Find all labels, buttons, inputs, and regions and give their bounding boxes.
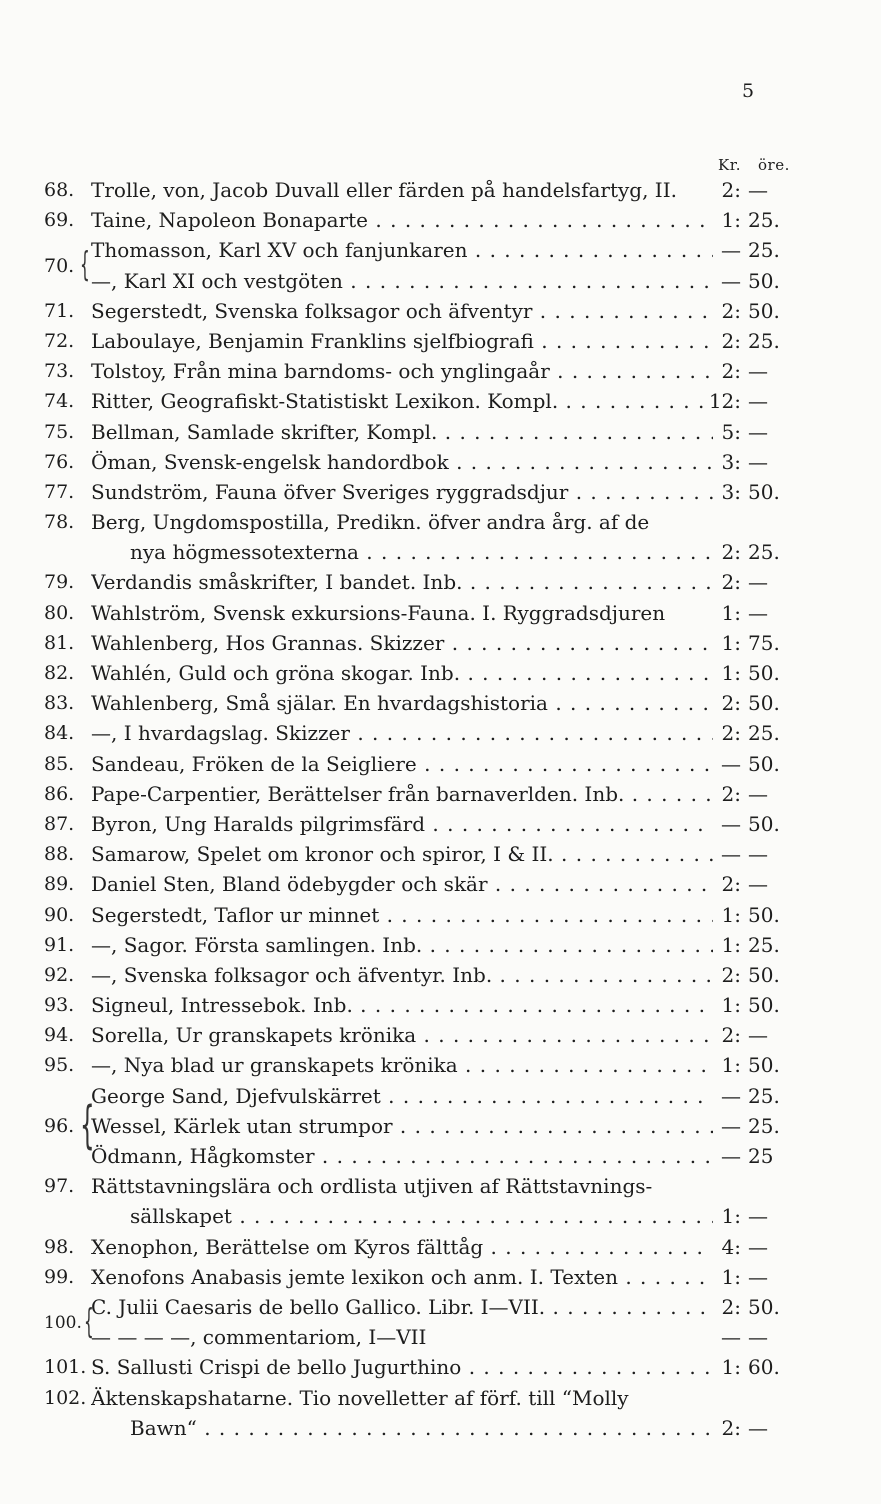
catalog-entry — [0, 477, 881, 507]
price-kronor: 1: — [721, 902, 741, 927]
entry-number: 69. — [44, 209, 75, 232]
price-kronor: — — [721, 751, 741, 776]
price-kronor: 1: — [721, 1053, 741, 1078]
entry-title: —, Karl XI och vestgöten . . . — [91, 266, 713, 296]
price-ore: 50. — [748, 751, 780, 776]
entry-title: —, I hvardagslag. Skizzer . . . — [91, 718, 713, 748]
catalog-entry — [0, 567, 881, 597]
catalog-entry — [0, 718, 881, 748]
price-ore: 25. — [748, 238, 780, 263]
price-kronor: 2: — [721, 691, 741, 716]
price-kronor: 2: — [721, 328, 741, 353]
entry-number: 83. — [44, 692, 75, 715]
entry-title: Wahlenberg, Små själar. En hvardagshistoria . . . — [91, 688, 713, 718]
entry-number: 68. — [44, 179, 75, 201]
price-kronor: — — [721, 811, 741, 836]
entry-number: 90. — [44, 903, 75, 926]
price-kronor: 1: — [721, 600, 741, 625]
catalog-entry — [0, 1232, 881, 1262]
entry-number: 98. — [44, 1235, 75, 1258]
price-ore: 50. — [748, 993, 780, 1018]
catalog-entry — [0, 658, 881, 688]
price-kronor: 2: — [721, 540, 741, 565]
catalog-entry — [0, 326, 881, 356]
price-kronor: 2: — [721, 781, 741, 806]
price-ore: 25. — [748, 721, 780, 746]
price-ore: — — [748, 419, 768, 444]
group-entry-number: 96. — [44, 1115, 75, 1138]
price-ore: 60. — [748, 1355, 780, 1380]
group-entry-number: 100. — [44, 1312, 82, 1333]
page-number: 5 — [742, 80, 755, 102]
entry-title: —, Nya blad ur granskapets krönika . . . — [91, 1050, 713, 1080]
price-ore: 75. — [748, 630, 780, 655]
entry-title: Wahlström, Svensk exkursions-Fauna. I. Ryggradsdjuren — [91, 600, 666, 625]
entry-title: Verdandis småskrifter, I bandet. Inb. . . . — [91, 567, 713, 597]
entry-number: 80. — [44, 601, 75, 624]
price-ore: 25. — [748, 1083, 780, 1108]
entry-title: Daniel Sten, Bland ödebygder och skär . . . — [91, 869, 713, 899]
entry-title: Byron, Ung Haralds pilgrimsfärd . . . — [91, 809, 713, 839]
entry-title: Signeul, Intressebok. Inb. . . . — [91, 990, 713, 1020]
entry-number: 85. — [44, 752, 75, 775]
entry-title: sällskapet . . . — [130, 1201, 713, 1231]
catalog-entry — [0, 1322, 881, 1352]
price-kronor: 3: — [721, 449, 741, 474]
catalog-entry — [0, 1201, 881, 1231]
catalog-entry — [0, 1081, 881, 1111]
price-ore: — — [748, 449, 768, 474]
entry-title: — — — —, commentariom, I—VII — [91, 1325, 427, 1350]
catalog-entry — [0, 1292, 881, 1322]
price-ore: — — [748, 1204, 768, 1229]
price-ore: 50. — [748, 1294, 780, 1319]
entry-title: George Sand, Djefvulskärret . . . — [91, 1081, 713, 1111]
entry-title: Bawn“ . . . — [130, 1413, 713, 1443]
entry-number: 93. — [44, 994, 75, 1017]
catalog-entry — [0, 869, 881, 899]
entry-number: 92. — [44, 963, 75, 986]
price-ore: 50. — [748, 902, 780, 927]
price-ore: — — [748, 178, 768, 202]
entry-number: 87. — [44, 812, 75, 835]
entry-number: 72. — [44, 329, 75, 352]
entry-number: 86. — [44, 782, 75, 805]
group-entry-number: 70. — [44, 254, 75, 277]
catalog-entry — [0, 175, 881, 205]
price-ore: 25. — [748, 1113, 780, 1138]
price-ore: — — [748, 1415, 768, 1440]
price-kronor: 4: — [721, 1234, 741, 1259]
entry-title: Laboulaye, Benjamin Franklins sjelfbiografi . . . — [91, 326, 713, 356]
price-ore: — — [748, 1325, 768, 1350]
catalog-entry — [0, 1141, 881, 1171]
catalog-entry — [0, 1171, 881, 1201]
entry-title: Pape-Carpentier, Berättelser från barnaverlden. Inb. . . . — [91, 779, 713, 809]
catalog-entry — [0, 839, 881, 869]
price-ore: 50. — [748, 1053, 780, 1078]
entry-title: Rättstavningslära och ordlista utjiven af Rättstavnings- — [91, 1174, 653, 1199]
price-kronor: 2: — [721, 1415, 741, 1440]
entry-title: Wahlén, Guld och gröna skogar. Inb. . . . — [91, 658, 713, 688]
price-ore: 50. — [748, 661, 780, 685]
entry-number: 71. — [44, 299, 75, 322]
entry-number: 79. — [44, 571, 75, 594]
entry-number: 73. — [44, 360, 75, 383]
catalog-entry — [0, 1050, 881, 1080]
entry-title: —, Sagor. Första samlingen. Inb. . . . — [91, 930, 713, 960]
entry-number: 91. — [44, 933, 75, 956]
column-header-kronor: Kr. — [718, 156, 741, 174]
entry-number: 74. — [44, 390, 75, 413]
price-kronor: 2: — [721, 359, 741, 384]
entry-title: Samarow, Spelet om kronor och spiror, I & II. . . . — [91, 839, 713, 869]
price-ore: — — [748, 389, 768, 414]
entry-title: —, Svenska folksagor och äfventyr. Inb. . . . — [91, 960, 713, 990]
entry-number: 77. — [44, 480, 75, 503]
catalog-entry — [0, 447, 881, 477]
catalog-entry — [0, 1020, 881, 1050]
entry-title: Äktenskapshatarne. Tio novelletter af förf. till “Molly — [91, 1385, 629, 1410]
entry-title: Xenofons Anabasis jemte lexikon och anm. I. Texten . . . — [91, 1262, 713, 1292]
price-kronor: 2: — [721, 1023, 741, 1048]
price-kronor: 12: — [708, 389, 741, 414]
entry-title: Sundström, Fauna öfver Sveriges ryggradsdjur . . . — [91, 477, 713, 507]
price-kronor: 1: — [721, 208, 741, 233]
catalog-entry — [0, 749, 881, 779]
catalog-entry — [0, 990, 881, 1020]
entry-title: nya högmessotexterna . . . — [130, 537, 713, 567]
catalog-entry — [0, 628, 881, 658]
price-kronor: 2: — [721, 962, 741, 987]
price-ore: 25 — [748, 1144, 774, 1168]
price-ore: 50. — [748, 811, 780, 836]
price-kronor: 1: — [721, 993, 741, 1018]
price-kronor: 2: — [721, 721, 741, 746]
catalog-entry — [0, 1413, 881, 1443]
entry-number: 94. — [44, 1024, 75, 1047]
catalog-entry — [0, 386, 881, 416]
group-brace-icon: { — [80, 1096, 95, 1155]
price-ore: — — [748, 359, 768, 384]
entry-number: 84. — [44, 722, 75, 745]
entry-number: 78. — [44, 511, 75, 534]
price-ore: 50. — [748, 479, 780, 504]
price-kronor: 2: — [721, 570, 741, 595]
price-kronor: 5: — [721, 419, 741, 444]
price-kronor: — — [721, 268, 741, 293]
catalog-entry — [0, 900, 881, 930]
price-ore: — — [748, 1234, 768, 1259]
price-kronor: 3: — [721, 479, 741, 504]
price-ore: — — [748, 781, 768, 806]
book-price-list — [0, 175, 881, 1443]
price-ore: 25. — [748, 328, 780, 353]
catalog-entry — [0, 266, 881, 296]
catalog-entry — [0, 356, 881, 386]
group-brace-icon: { — [80, 245, 90, 286]
price-ore: 50. — [748, 298, 780, 323]
column-header-ore: öre. — [758, 156, 790, 174]
price-ore: 50. — [748, 268, 780, 293]
catalog-entry — [0, 1111, 881, 1141]
catalog-entry — [0, 1352, 881, 1382]
price-ore: 50. — [748, 691, 780, 716]
entry-title: Ritter, Geografiskt-Statistiskt Lexikon. Kompl. . . . — [91, 386, 713, 416]
entry-title: Öman, Svensk-engelsk handordbok . . . — [91, 447, 713, 477]
catalog-entry — [0, 235, 881, 265]
entry-number: 101. — [44, 1356, 87, 1379]
entry-number: 82. — [44, 662, 75, 684]
catalog-entry — [0, 930, 881, 960]
entry-title: S. Sallusti Crispi de bello Jugurthino . . . — [91, 1352, 713, 1382]
price-kronor: 2: — [721, 298, 741, 323]
price-ore: — — [748, 600, 768, 625]
entry-title: Taine, Napoleon Bonaparte . . . — [91, 205, 713, 235]
entry-title: Wessel, Kärlek utan strumpor . . . — [91, 1111, 713, 1141]
entry-number: 95. — [44, 1054, 75, 1077]
price-ore: — — [748, 570, 768, 595]
entry-number: 89. — [44, 873, 75, 896]
price-kronor: — — [721, 238, 741, 263]
price-kronor: 1: — [721, 1355, 741, 1380]
price-ore: — — [748, 872, 768, 897]
entry-title: Sandeau, Fröken de la Seigliere . . . — [91, 749, 713, 779]
catalog-entry — [0, 507, 881, 537]
catalog-entry — [0, 1262, 881, 1292]
price-kronor: 1: — [721, 661, 741, 685]
entry-title: Berg, Ungdomspostilla, Predikn. öfver andra årg. af de — [91, 510, 650, 535]
entry-title: Segerstedt, Svenska folksagor och äfventyr . . . — [91, 296, 713, 326]
catalog-entry — [0, 960, 881, 990]
price-kronor: 1: — [721, 1264, 741, 1289]
price-ore: — — [748, 1023, 768, 1048]
entry-title: Xenophon, Berättelse om Kyros fälttåg . . . — [91, 1232, 713, 1262]
catalog-entry — [0, 417, 881, 447]
price-ore: 25. — [748, 208, 780, 233]
price-ore: — — [748, 1264, 768, 1289]
price-kronor: — — [721, 1113, 741, 1138]
catalog-entry — [0, 779, 881, 809]
catalog-entry — [0, 537, 881, 567]
entry-number: 75. — [44, 420, 75, 443]
price-ore: — — [748, 842, 768, 867]
entry-title: Bellman, Samlade skrifter, Kompl. . . . — [91, 417, 713, 447]
entry-title: Sorella, Ur granskapets krönika . . . — [91, 1020, 713, 1050]
entry-title: Segerstedt, Taflor ur minnet . . . — [91, 900, 713, 930]
catalog-entry — [0, 688, 881, 718]
catalog-entry — [0, 1383, 881, 1413]
entry-title: Wahlenberg, Hos Grannas. Skizzer . . . — [91, 628, 713, 658]
entry-title: Tolstoy, Från mina barndoms- och ynglingaår . . . — [91, 356, 713, 386]
entry-title: Thomasson, Karl XV och fanjunkaren . . . — [91, 235, 713, 265]
catalog-entry — [0, 205, 881, 235]
catalog-entry — [0, 296, 881, 326]
entry-number: 76. — [44, 450, 75, 473]
entry-number: 97. — [44, 1175, 75, 1198]
catalog-entry — [0, 809, 881, 839]
entry-title: Ödmann, Hågkomster . . . — [91, 1141, 713, 1171]
price-ore: 25. — [748, 932, 780, 957]
entry-number: 81. — [44, 631, 75, 654]
entry-title: Trolle, von, Jacob Duvall eller färden på handelsfartyg, II. — [91, 178, 677, 202]
entry-number: 88. — [44, 843, 75, 866]
price-kronor: — — [721, 1083, 741, 1108]
price-kronor: — — [721, 1325, 741, 1350]
entry-number: 99. — [44, 1265, 75, 1288]
price-kronor: 1: — [721, 1204, 741, 1229]
catalog-entry — [0, 598, 881, 628]
entry-title: C. Julii Caesaris de bello Gallico. Libr. I—VII. . . . — [91, 1292, 713, 1322]
price-ore: 25. — [748, 540, 780, 565]
price-kronor: 1: — [721, 932, 741, 957]
group-brace-icon: { — [84, 1302, 94, 1343]
entry-number: 102. — [44, 1386, 87, 1409]
price-ore: 50. — [748, 962, 780, 987]
price-kronor: — — [721, 1144, 741, 1168]
price-kronor: 1: — [721, 630, 741, 655]
price-kronor: 2: — [721, 1294, 741, 1319]
price-kronor: 2: — [721, 178, 741, 202]
price-kronor: — — [721, 842, 741, 867]
price-kronor: 2: — [721, 872, 741, 897]
